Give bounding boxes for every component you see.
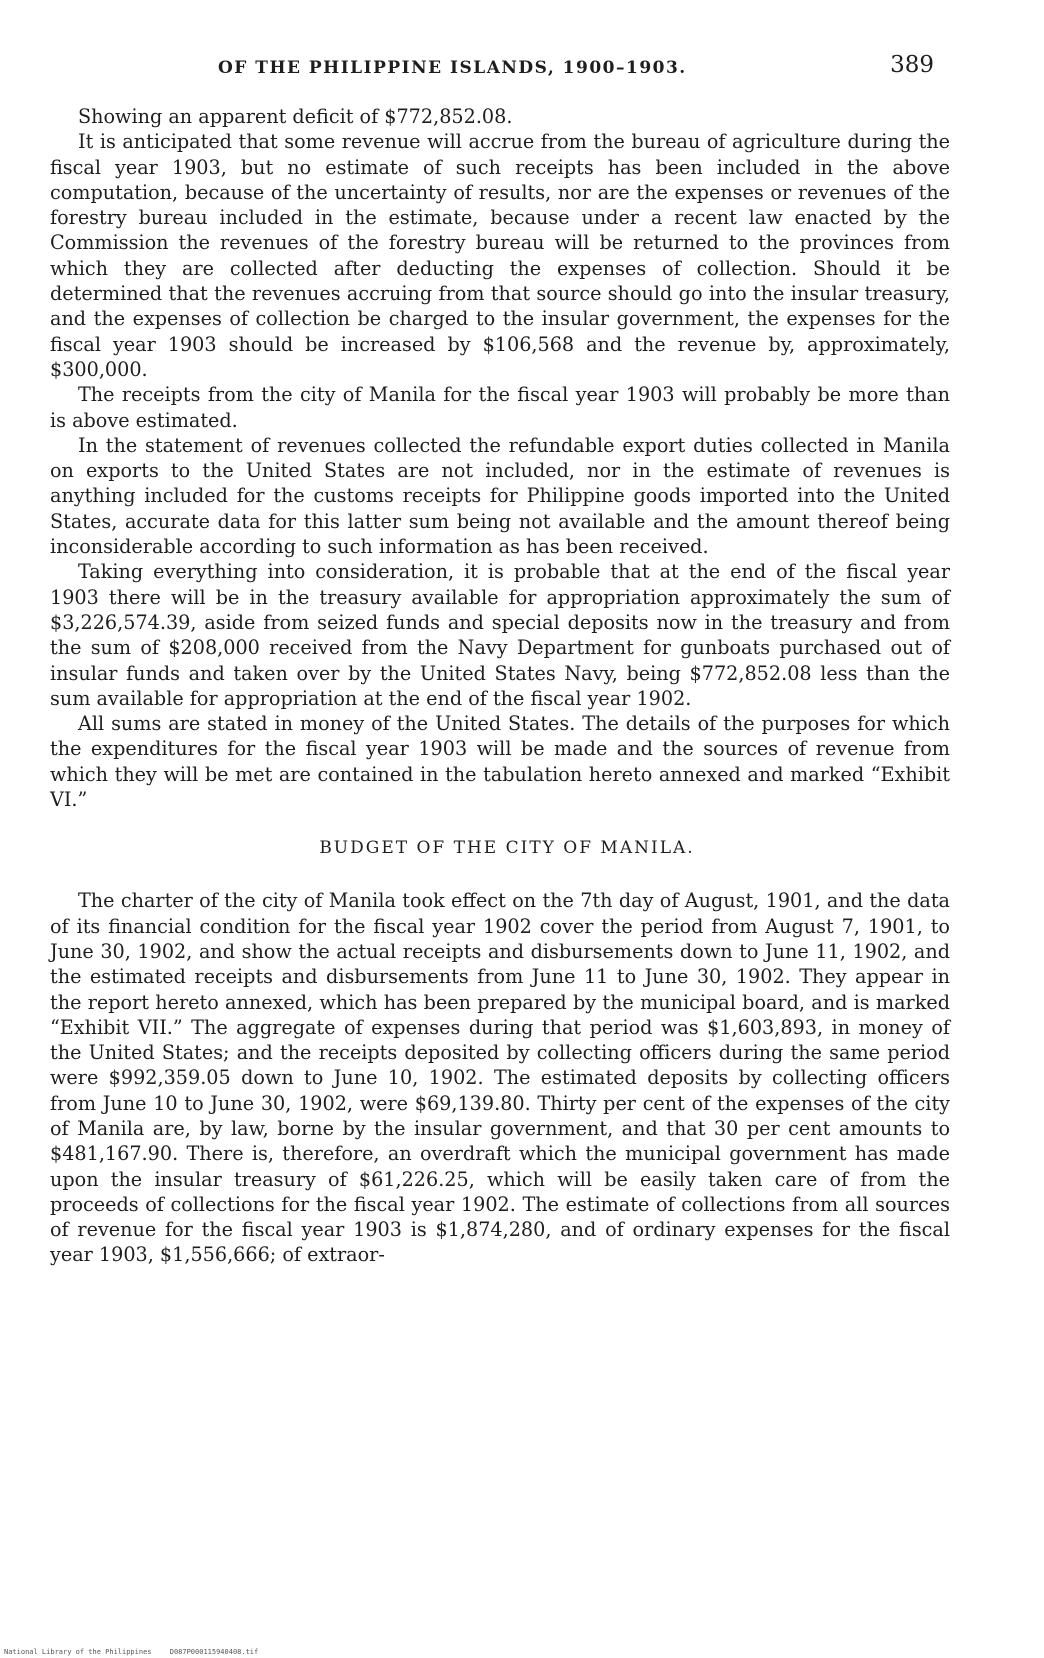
paragraph: In the statement of revenues collected the refundable export duties collected in Manila on exports to the United States are not included, nor in the estimate of revenues is anything included for the customs receipts for Philippine goods imported into the United States, accurate data for this latter sum being not available and the amount thereof being inconsiderable according to such information as has been received. [50,433,950,559]
footer-library: National Library of the Philippines [4,1648,152,1656]
section-heading: BUDGET OF THE CITY OF MANILA. [319,838,695,859]
scan-footer [4,1648,272,1656]
running-header [50,48,950,88]
paragraph: The charter of the city of Manila took effect on the 7th day of August, 1901, and the data of its financial condition for the fiscal year 1902 cover the period from August 7, 1901, to June 30, 1902, and show the actual receipts and disbursements down to June 11, 1902, and the estimated receipts and disbursements from June 11 to June 30, 1902. They appear in the report hereto annexed, which has been prepared by the municipal board, and is marked “Exhibit VII.” The aggregate of expenses during that period was $1,603,893, in money of the United States; and the receipts deposited by collecting officers during the same period were $992,359.05 down to June 10, 1902. The estimated deposits by collecting officers from June 10 to June 30, 1902, were $69,139.80. Thirty per cent of the expenses of the city of Manila are, by law, borne by the insular government, and that 30 per cent amounts to $481,167.90. There is, therefore, an overdraft which the municipal government has made upon the insular treasury of $61,226.25, which will be easily taken care of from the proceeds of collections for the fiscal year 1902. The estimate of collections from all sources of revenue for the fiscal year 1903 is $1,874,280, and of ordinary expenses for the fiscal year 1903, $1,556,666; of extraor- [50,889,950,1267]
paragraph: The receipts from the city of Manila for the fiscal year 1903 will probably be more than is above estimated. [50,383,950,432]
paragraph: Taking everything into consideration, it is probable that at the end of the fiscal year 1903 there will be in the treasury available for appropriation approximately the sum of $3,226,574.39, aside from seized funds and special deposits now in the treasury and from the sum of $208,000 received from the Navy Department for gunboats purchased out of insular funds and taken over by the United States Navy, being $772,852.08 less than the sum available for appropriation at the end of the fiscal year 1902. [50,560,950,710]
paragraph: It is anticipated that some revenue will accrue from the bureau of agriculture during the fiscal year 1903, but no estimate of such receipts has been included in the above computation, because of the uncertainty of results, nor are the expenses or revenues of the forestry bureau included in the estimate, because under a recent law enacted by the Commission the revenues of the forestry bureau will be returned to the provinces from which they are collected after deducting the expenses of collection. Should it be determined that the revenues accruing from that source should go into the insular treasury, and the expenses of collection be charged to the insular government, the expenses for the fiscal year 1903 should be increased by $106,568 and the revenue by, approximately, $300,000. [50,130,950,381]
document-page [50,48,950,1268]
page-number: 389 [890,52,934,78]
running-title: OF THE PHILIPPINE ISLANDS, 1900–1903. [218,58,687,78]
footer-file: D087P000115940408.tif [169,1648,259,1656]
paragraph: All sums are stated in money of the United States. The details of the purposes for which the expenditures for the fiscal year 1903 will be made and the sources of revenue from which they will be met are contained in the tabulation hereto annexed and marked “Exhibit VI.” [50,712,950,812]
paragraph: Showing an apparent deficit of $772,852.08. [78,105,513,128]
